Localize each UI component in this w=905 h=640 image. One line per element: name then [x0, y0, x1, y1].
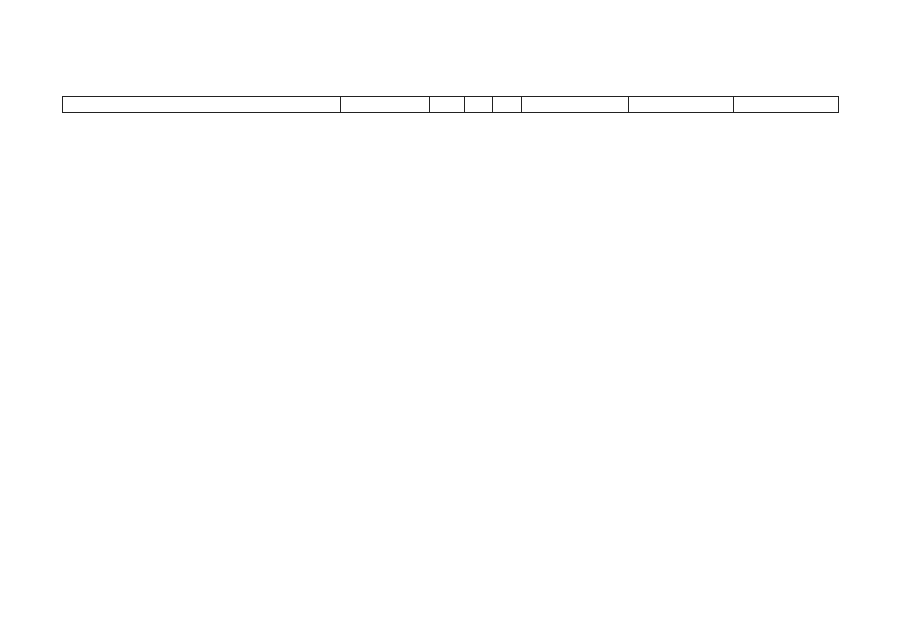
header-col-2	[341, 97, 430, 112]
header-col-7	[629, 97, 735, 112]
header-col-4	[465, 97, 493, 112]
header-col-8	[734, 97, 838, 112]
table-header	[62, 96, 839, 113]
header-col-1	[63, 97, 341, 112]
header-col-6	[522, 97, 629, 112]
header-col-3	[430, 97, 465, 112]
header-col-5	[493, 97, 522, 112]
